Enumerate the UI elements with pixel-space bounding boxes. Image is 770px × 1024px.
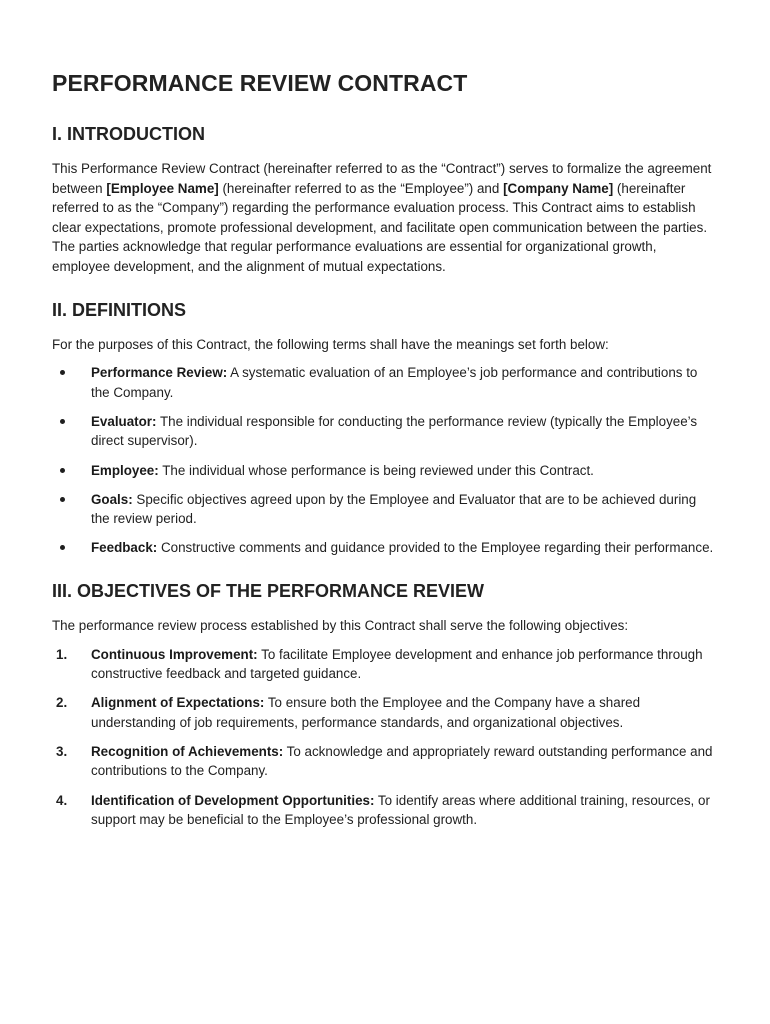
introduction-section — [52, 124, 718, 277]
definition-text: A systematic evaluation of an Employee’s job performance and contributions to the Company. — [91, 365, 698, 400]
intro-text-3: (hereinafter referred to as the “Company”) regarding the performance evaluation process. This Contract aims to establish clear expectations, promote professional development, and facilitate open communication between the parties. The parties acknowledge that regular performance evaluations are essential for organizational growth, employee development, and the alignment of mutual expectations. — [52, 180, 708, 274]
list-item — [52, 645, 718, 684]
item-number: 4. — [56, 792, 68, 808]
definition-term: Goals: — [91, 491, 133, 507]
intro-text-1: This Performance Review Contract (hereinafter referred to as the “Contract”) serves to formalize the agreement between — [52, 161, 712, 196]
list-item — [52, 693, 718, 732]
objective-text: To ensure both the Employee and the Company have a shared understanding of job requirements, performance standards, and organizational objectives. — [91, 695, 641, 730]
objective-term: Continuous Improvement: — [91, 646, 258, 662]
objective-term: Alignment of Expectations: — [91, 695, 265, 711]
definitions-section — [52, 300, 718, 558]
employee-name-placeholder: [Employee Name] — [106, 180, 219, 196]
list-item — [52, 412, 718, 451]
objective-text: To identify areas where additional training, resources, or support may be beneficial to the Employee’s professional growth. — [91, 792, 710, 828]
list-item — [52, 363, 718, 402]
definition-term: Performance Review: — [91, 365, 228, 381]
objectives-intro: The performance review process established by this Contract shall serve the following objectives: — [52, 617, 629, 633]
definition-text: Specific objectives agreed upon by the Employee and Evaluator that are to be achieved during the review period. — [91, 491, 697, 527]
document-title: PERFORMANCE REVIEW CONTRACT — [52, 70, 468, 96]
list-item — [52, 791, 718, 830]
item-number: 3. — [56, 743, 68, 759]
bullet-icon — [60, 497, 65, 502]
list-item — [52, 538, 718, 558]
list-item — [52, 742, 718, 781]
definition-term: Evaluator: — [91, 413, 157, 429]
definition-text: The individual whose performance is being reviewed under this Contract. — [158, 462, 594, 478]
introduction-paragraph — [52, 159, 718, 277]
objective-text: To acknowledge and appropriately reward outstanding performance and contributions to the Company. — [91, 743, 713, 779]
objective-term: Recognition of Achievements: — [91, 743, 284, 759]
definition-text: Constructive comments and guidance provided to the Employee regarding their performance. — [157, 540, 714, 556]
list-item — [52, 461, 718, 481]
item-number: 1. — [56, 646, 68, 662]
definition-term: Feedback: — [91, 540, 158, 556]
objectives-list — [52, 645, 718, 830]
objectives-section — [52, 581, 718, 830]
company-name-placeholder: [Company Name] — [503, 180, 614, 196]
objective-term: Identification of Development Opportunities: — [91, 792, 375, 808]
bullet-icon — [60, 468, 65, 473]
list-item — [52, 490, 718, 529]
intro-text-2: (hereinafter referred to as the “Employee”) and — [218, 180, 504, 196]
item-number: 2. — [56, 695, 68, 711]
definition-text: The individual responsible for conducting the performance review (typically the Employee’s direct supervisor). — [91, 413, 698, 449]
definitions-heading: II. DEFINITIONS — [52, 299, 187, 320]
objective-text: To facilitate Employee development and enhance job performance through constructive feedback and targeted guidance. — [91, 646, 703, 682]
introduction-heading: I. INTRODUCTION — [52, 124, 205, 144]
bullet-icon — [60, 419, 65, 424]
definition-term: Employee: — [91, 462, 159, 478]
bullet-icon — [60, 370, 65, 375]
bullet-icon — [60, 545, 65, 550]
objectives-heading: III. OBJECTIVES OF THE PERFORMANCE REVIEW — [52, 580, 485, 601]
definitions-intro: For the purposes of this Contract, the following terms shall have the meanings set forth below: — [52, 336, 609, 352]
definitions-list — [52, 363, 718, 558]
